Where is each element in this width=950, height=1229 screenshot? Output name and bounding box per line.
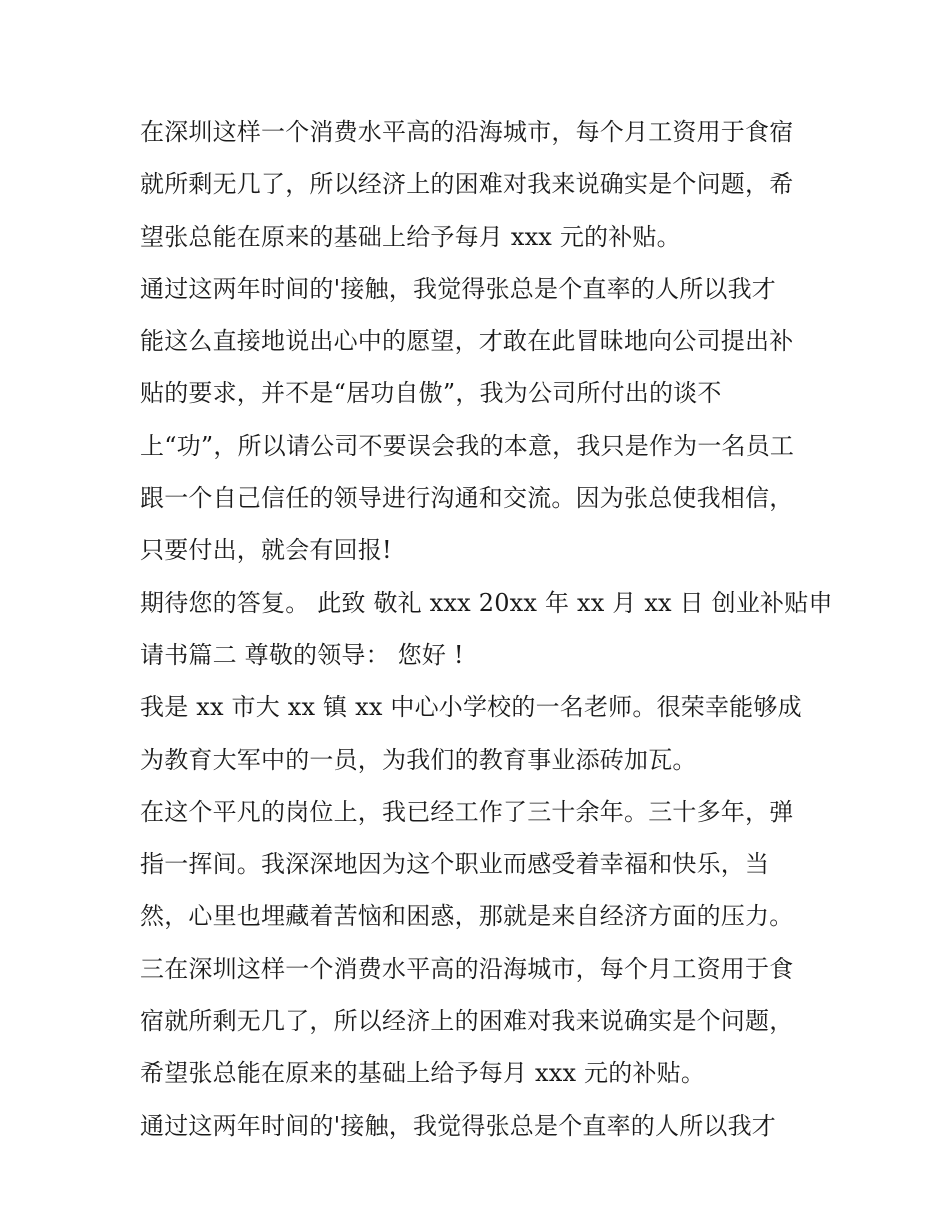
text-line: 贴的要求，并不是“居功自傲”，我为公司所付出的谈不 xyxy=(140,379,722,408)
body-text xyxy=(140,106,833,1152)
text-line: 通过这两年时间的'接触，我觉得张总是个直率的人所以我才 xyxy=(140,1111,776,1140)
text-line: 然，心里也埋藏着苦恼和困惑，那就是来自经济方面的压力。 xyxy=(140,902,794,931)
text-line: 上“功”，所以请公司不要误会我的本意，我只是作为一名员工 xyxy=(140,431,795,460)
text-line: 我是 xx 市大 xx 镇 xx 中心小学校的一名老师。很荣幸能够成 xyxy=(140,693,802,722)
text-line: 希望张总能在原来的基础上给予每月 xxx 元的补贴。 xyxy=(140,1059,706,1088)
text-line: 在深圳这样一个消费水平高的沿海城市，每个月工资用于食宿 xyxy=(140,118,794,146)
text-line: 能这么直接地说出心中的愿望，才敢在此冒昧地向公司提出补 xyxy=(140,327,794,356)
text-line: 指一挥间。我深深地因为这个职业而感受着幸福和快乐，当 xyxy=(140,850,770,879)
text-line: 望张总能在原来的基础上给予每月 xxx 元的补贴。 xyxy=(140,222,681,251)
text-line: 跟一个自己信任的领导进行沟通和交流。因为张总使我相信， xyxy=(140,484,794,513)
text-line: 三在深圳这样一个消费水平高的沿海城市，每个月工资用于食 xyxy=(140,954,794,983)
text-line: 通过这两年时间的'接触，我觉得张总是个直率的人所以我才 xyxy=(140,274,776,303)
text-line: 在这个平凡的岗位上，我已经工作了三十余年。三十多年，弹 xyxy=(140,797,794,826)
text-line: 就所剩无几了，所以经济上的困难对我来说确实是个问题，希 xyxy=(140,170,794,199)
text-line: 为教育大军中的一员，为我们的教育事业添砖加瓦。 xyxy=(140,745,697,774)
text-line: 请书篇二 尊敬的领导： 您好 ! xyxy=(140,640,464,669)
text-line: 期待您的答复。 此致 敬礼 xxx 20xx 年 xx 月 xx 日 创业补贴申 xyxy=(140,588,833,617)
text-line: 宿就所剩无几了，所以经济上的困难对我来说确实是个问题， xyxy=(140,1007,794,1036)
text-line: 只要付出，就会有回报! xyxy=(140,536,392,565)
